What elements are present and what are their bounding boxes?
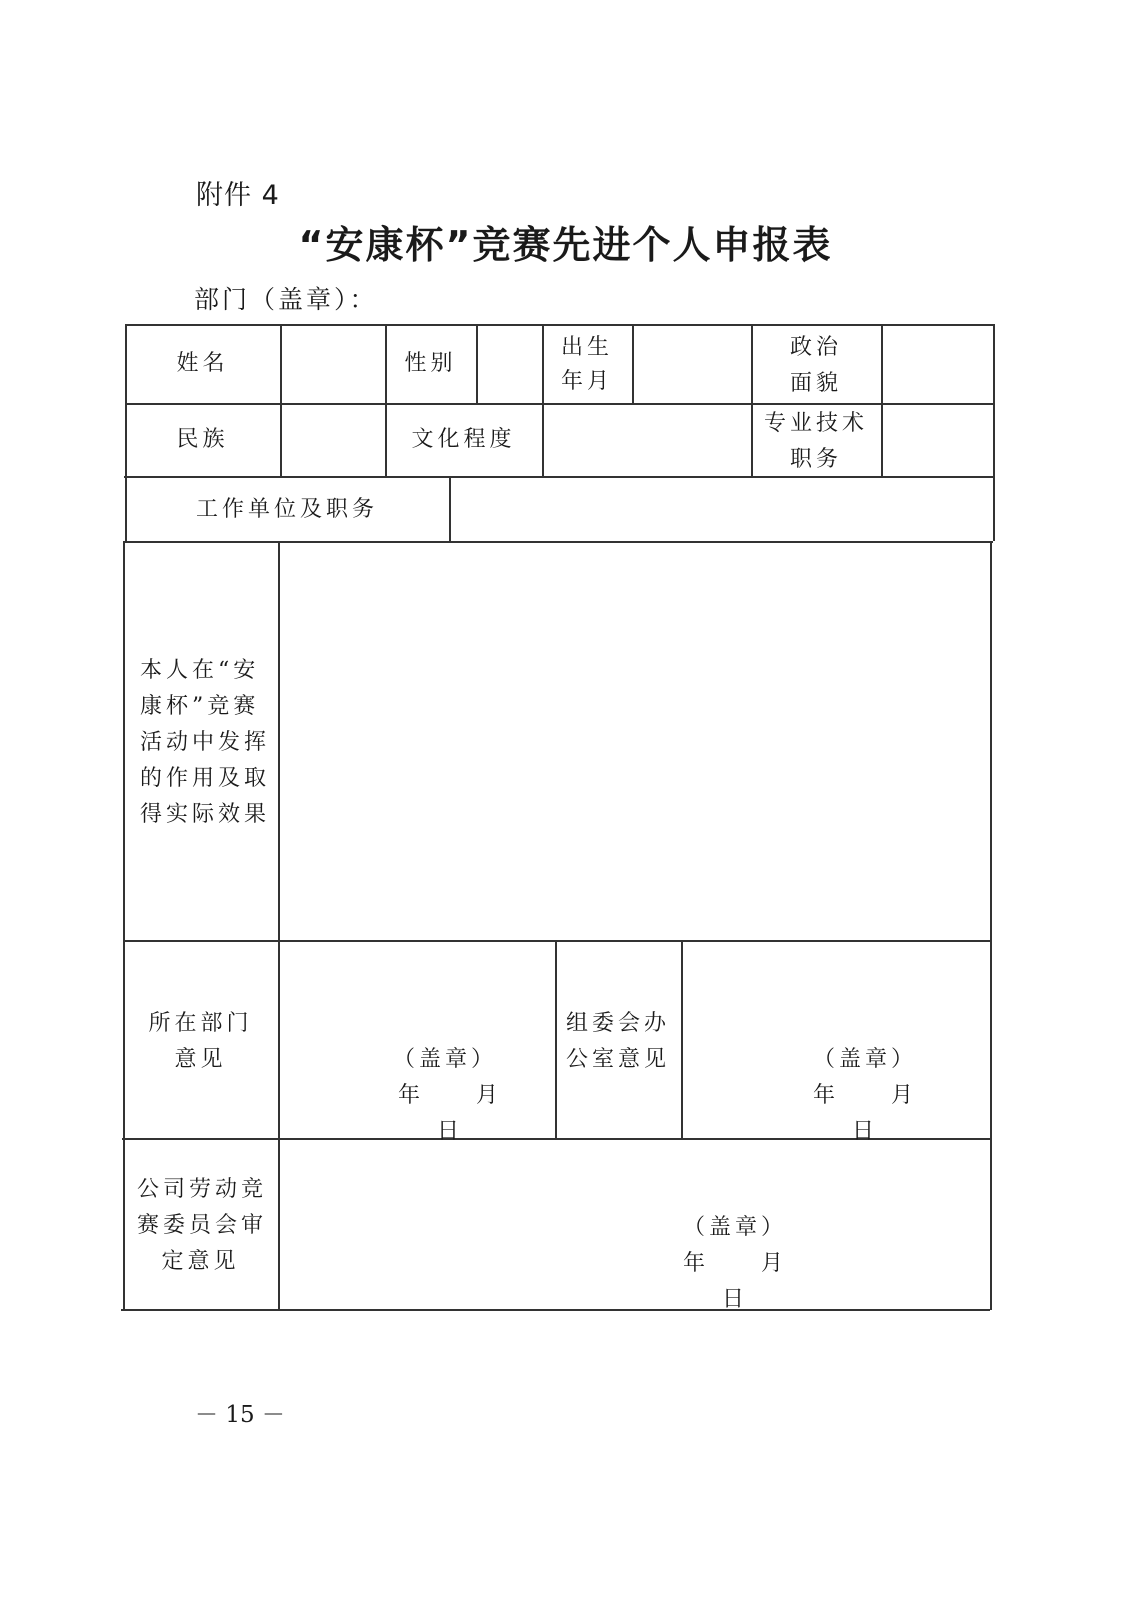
- table-rule: [681, 940, 683, 1138]
- name-label: 姓名: [176, 351, 229, 376]
- table-border-right: [993, 324, 995, 541]
- table-rule: [280, 324, 282, 476]
- table-rule: [632, 324, 634, 403]
- role-label-line: 得实际效果: [140, 802, 271, 827]
- company-review-label-line: 赛委员会审: [137, 1213, 268, 1238]
- table-border-left: [123, 541, 125, 1310]
- table-rule: [123, 940, 992, 942]
- department-seal-label: 部门（盖章）：: [194, 285, 378, 314]
- company-seal-text: （盖章）: [682, 1215, 787, 1240]
- dept-opinion-label-line: 意见: [174, 1047, 227, 1072]
- dept-date-text: 年 月 日: [397, 1083, 555, 1144]
- role-label-line: 的作用及取: [140, 766, 271, 791]
- education-label: 文化程度: [411, 427, 516, 452]
- table-rule: [476, 324, 478, 403]
- table-rule: [881, 324, 883, 476]
- page-number: － 15 －: [195, 1402, 285, 1428]
- ethnicity-label: 民族: [176, 427, 229, 452]
- company-review-label-line: 公司劳动竞: [137, 1177, 268, 1202]
- political-label-line2: 面貌: [789, 371, 842, 396]
- birth-label-line2: 年月: [560, 369, 613, 394]
- role-label-line: 康杯”竞赛: [140, 694, 260, 719]
- birth-label-line1: 出生: [560, 335, 613, 360]
- committee-office-label-line: 公室意见: [565, 1047, 670, 1072]
- attachment-label: 附件 4: [196, 180, 280, 211]
- role-label-line: 本人在“安: [140, 658, 260, 683]
- table-border-top: [125, 324, 995, 326]
- dept-seal-text: （盖章）: [392, 1047, 497, 1072]
- gender-label: 性别: [404, 351, 457, 376]
- professional-title-label-line2: 职务: [789, 447, 842, 472]
- workplace-label: 工作单位及职务: [195, 497, 378, 522]
- committee-seal-text: （盖章）: [812, 1047, 917, 1072]
- company-date-text: 年 月 日: [682, 1251, 840, 1312]
- professional-title-label-line1: 专业技术: [763, 411, 868, 436]
- company-review-label-line: 定意见: [161, 1249, 240, 1274]
- table-border-bottom: [121, 1309, 990, 1311]
- form-title: “安康杯”竞赛先进个人申报表: [298, 223, 833, 267]
- table-rule: [125, 403, 995, 405]
- table-border-right: [990, 541, 992, 1310]
- table-rule: [124, 541, 993, 543]
- role-label-line: 活动中发挥: [140, 730, 271, 755]
- committee-date-text: 年 月 日: [812, 1083, 970, 1144]
- table-rule: [449, 476, 451, 541]
- political-label-line1: 政治: [789, 335, 842, 360]
- committee-office-label-line: 组委会办: [565, 1011, 670, 1036]
- dept-opinion-label-line: 所在部门: [148, 1011, 253, 1036]
